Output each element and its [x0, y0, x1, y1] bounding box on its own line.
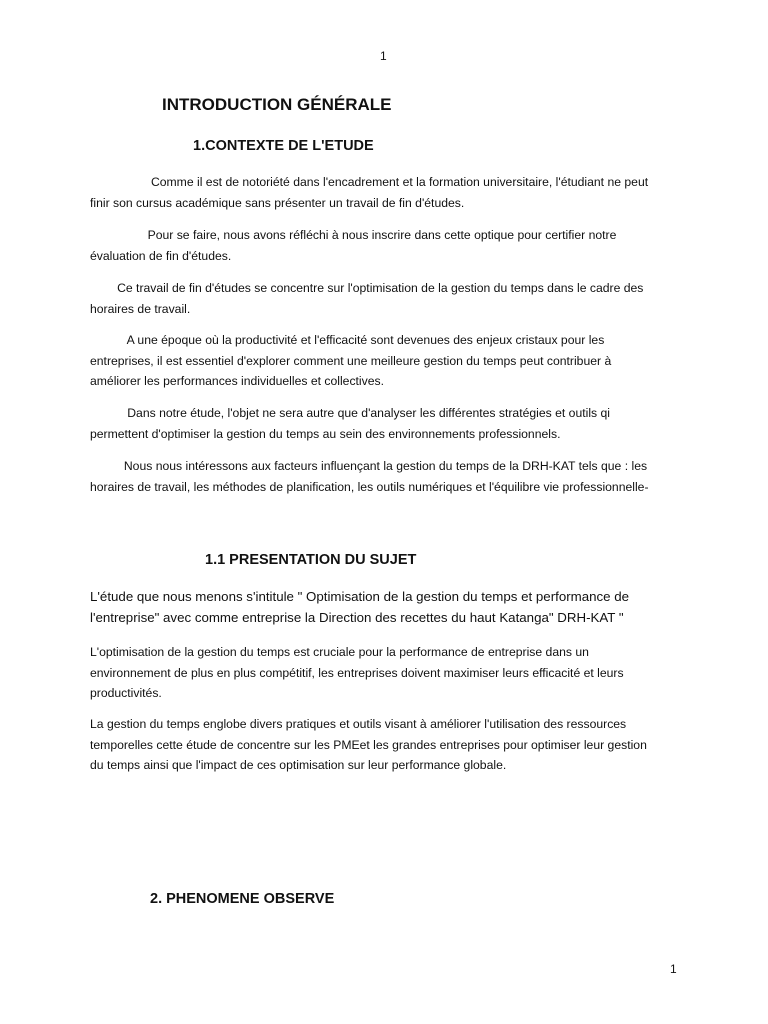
paragraph-line: du temps ainsi que l'impact de ces optimisation sur leur performance globale. — [90, 758, 507, 772]
heading-presentation: 1.1 PRESENTATION DU SUJET — [205, 552, 417, 568]
paragraph-line: L'étude que nous menons s'intitule " Optimisation de la gestion du temps et performance de — [90, 589, 630, 604]
page-number-top: 1 — [380, 49, 387, 63]
paragraph-presentation-2 — [90, 642, 690, 704]
paragraph-line: entreprises, il est essentiel d'explorer comment une meilleure gestion du temps peut contribuer à — [90, 353, 612, 368]
heading-phenomene: 2. PHENOMENE OBSERVE — [150, 891, 335, 907]
paragraph-line: évaluation de fin d'études. — [90, 248, 232, 263]
paragraph-contexte-6 — [90, 456, 690, 497]
paragraph-line: Pour se faire, nous avons réfléchi à nous inscrire dans cette optique pour certifier notre — [90, 228, 617, 242]
paragraph-line: finir son cursus académique sans présenter un travail de fin d'études. — [90, 195, 465, 210]
paragraph-line: environnement de plus en plus compétitif, les entreprises doivent maximiser leurs efficacité et leurs — [90, 665, 624, 680]
paragraph-contexte-2 — [90, 225, 690, 266]
paragraph-line: temporelles cette étude de concentre sur les PMEet les grandes entreprises pour optimiser leur gestion — [90, 737, 647, 752]
paragraph-contexte-3 — [90, 278, 690, 319]
paragraph-line: L'optimisation de la gestion du temps est cruciale pour la performance de entreprise dans un — [90, 645, 589, 659]
paragraph-contexte-4 — [90, 330, 690, 392]
paragraph-line: l'entreprise" avec comme entreprise la Direction des recettes du haut Katanga" DRH-KAT " — [90, 610, 624, 625]
paragraph-contexte-5 — [90, 403, 690, 444]
paragraph-line: Comme il est de notoriété dans l'encadrement et la formation universitaire, l'étudiant ne peut — [90, 175, 649, 189]
paragraph-line: A une époque où la productivité et l'efficacité sont devenues des enjeux cristaux pour les — [90, 333, 605, 347]
heading-contexte: 1.CONTEXTE DE L'ETUDE — [193, 138, 374, 154]
paragraph-line: productivités. — [90, 686, 162, 700]
paragraph-line: Nous nous intéressons aux facteurs influençant la gestion du temps de la DRH-KAT tels que : les — [90, 459, 648, 473]
document-title: INTRODUCTION GÉNÉRALE — [162, 95, 392, 114]
paragraph-contexte-1 — [90, 172, 690, 213]
page-number-bottom: 1 — [670, 962, 677, 976]
paragraph-line: La gestion du temps englobe divers pratiques et outils visant à améliorer l'utilisation des ressources — [90, 717, 627, 731]
paragraph-presentation-1 — [90, 586, 690, 628]
paragraph-line: Ce travail de fin d'études se concentre sur l'optimisation de la gestion du temps dans le cadre des — [90, 281, 644, 295]
paragraph-line: permettent d'optimiser la gestion du temps au sein des environnements professionnels. — [90, 426, 561, 441]
paragraph-line: horaires de travail, les méthodes de planification, les outils numériques et l'équilibre vie professionnelle- — [90, 479, 649, 494]
paragraph-line: Dans notre étude, l'objet ne sera autre que d'analyser les différentes stratégies et outils qi — [90, 406, 610, 420]
paragraph-line: horaires de travail. — [90, 301, 191, 316]
paragraph-line: améliorer les performances individuelles et collectives. — [90, 374, 384, 388]
paragraph-presentation-3 — [90, 714, 690, 776]
